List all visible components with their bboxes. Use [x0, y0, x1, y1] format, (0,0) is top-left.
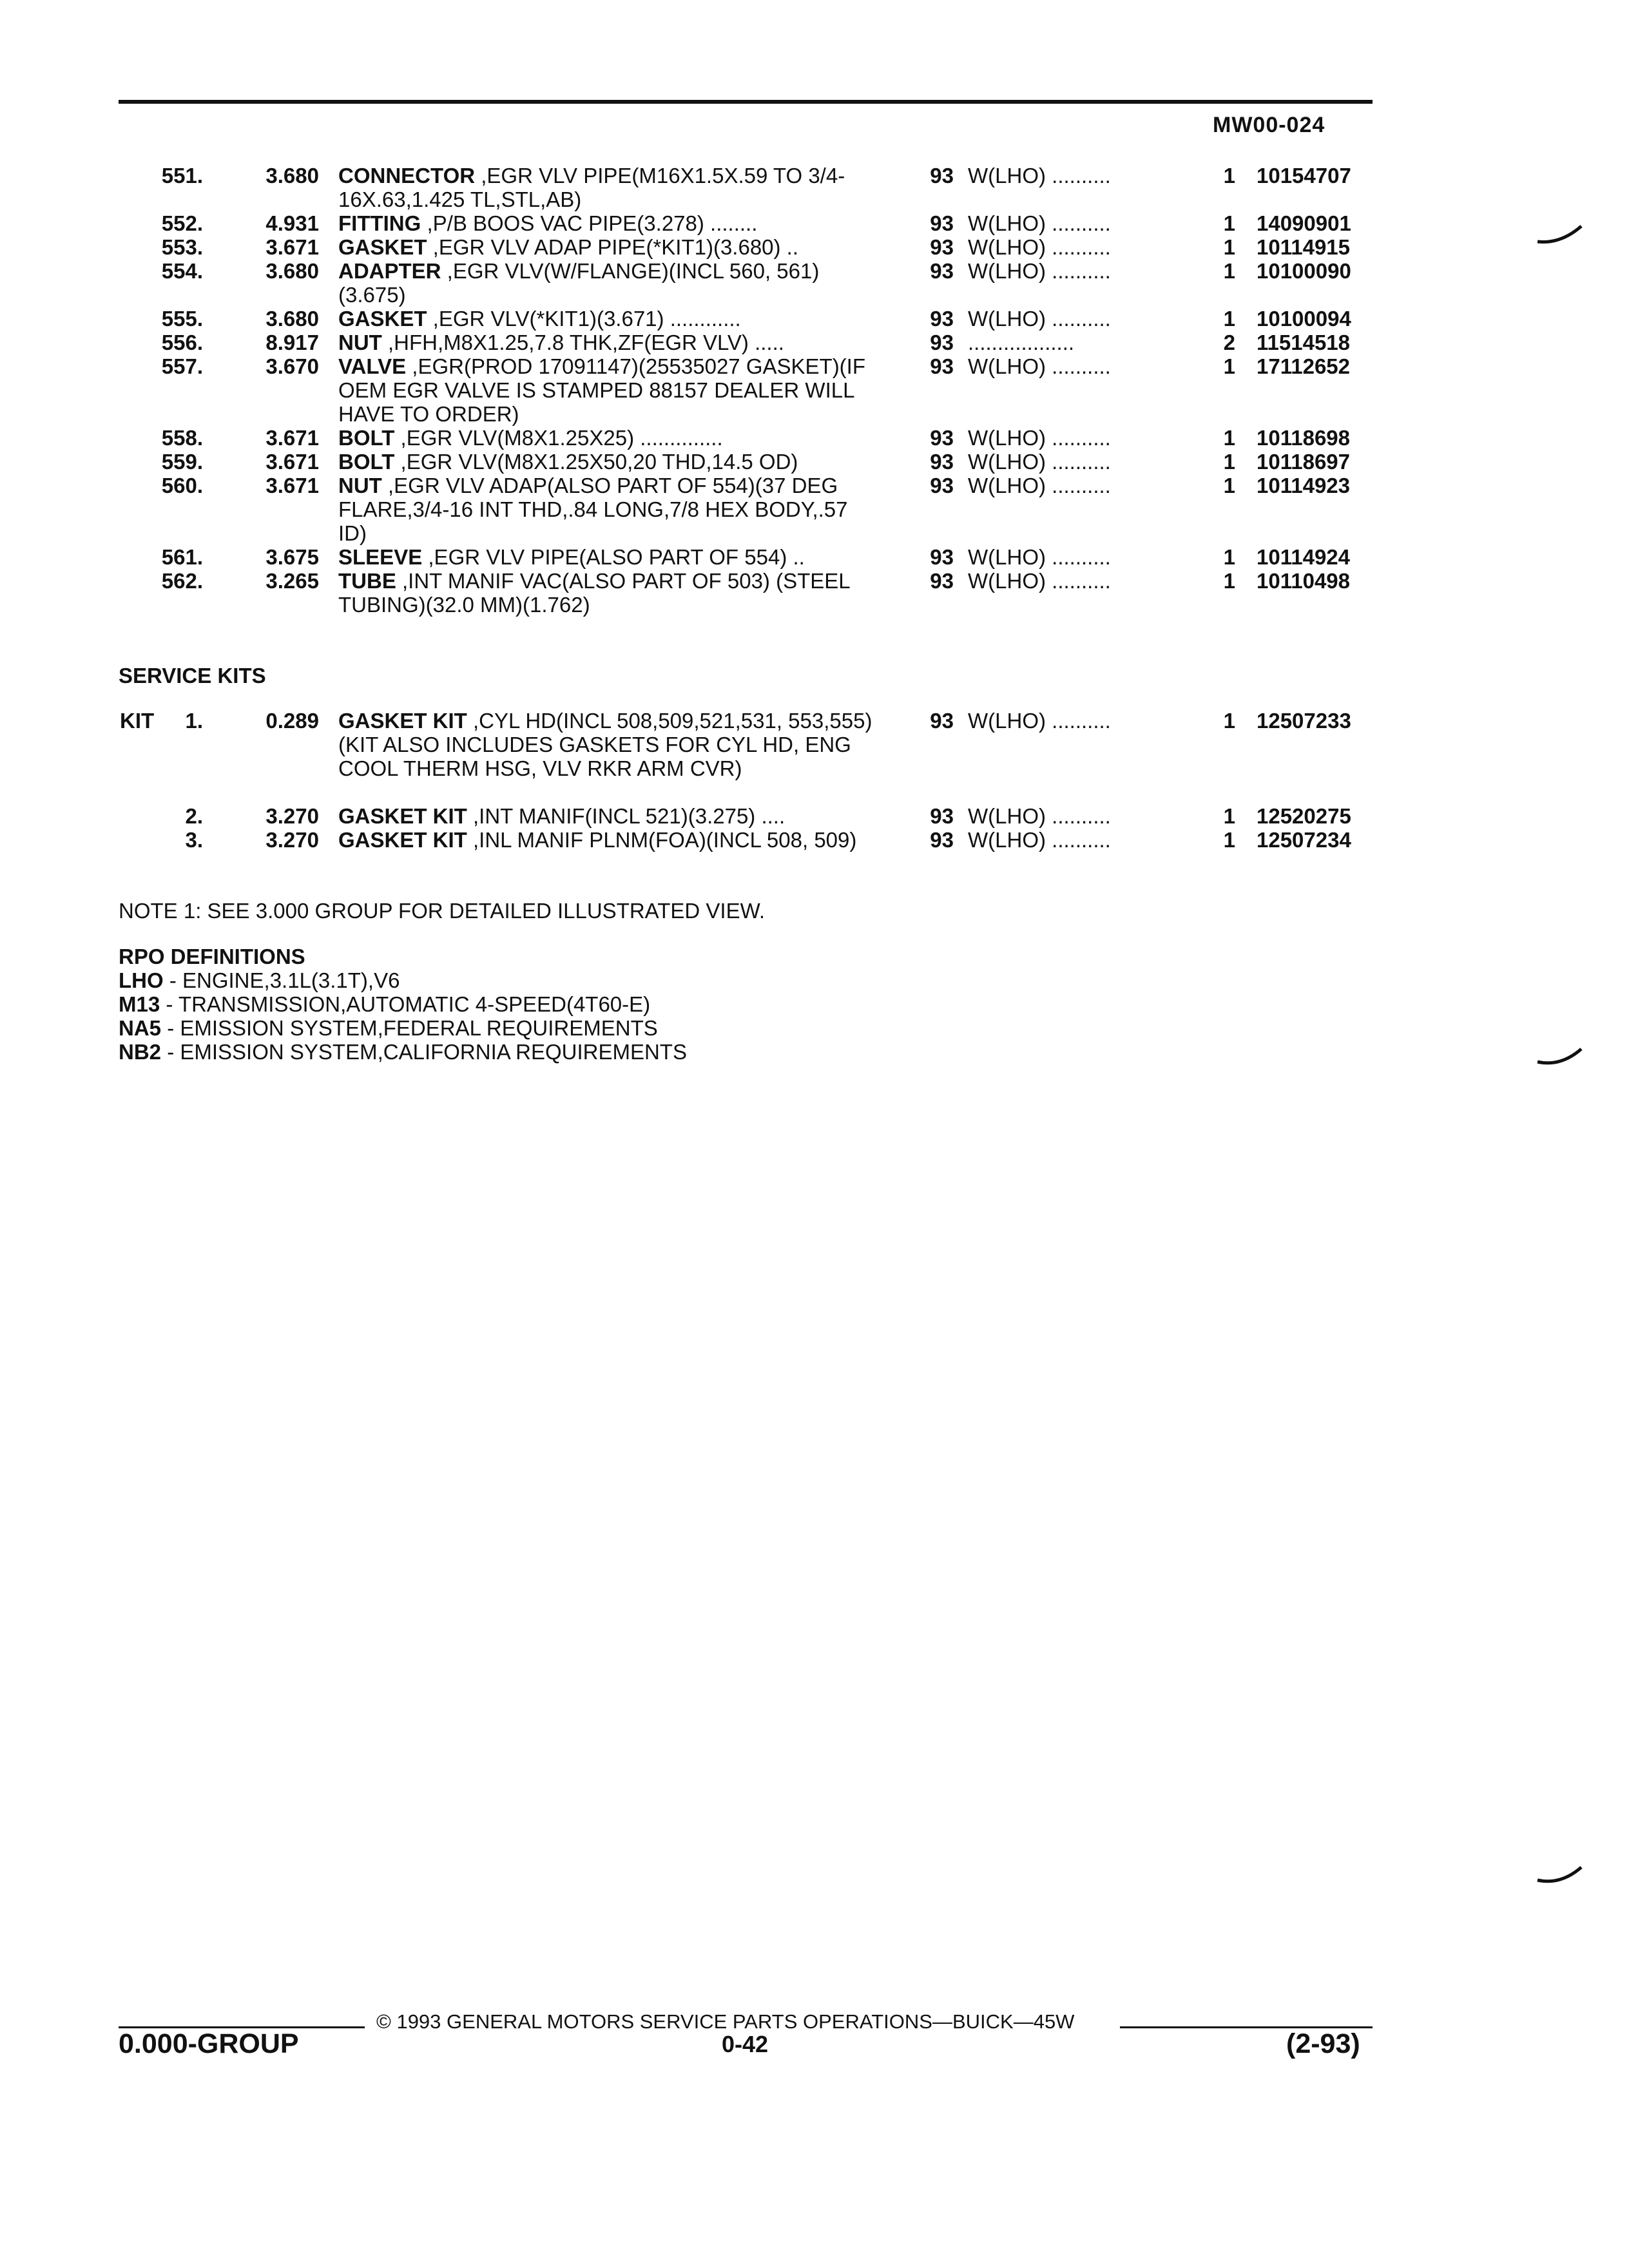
illustration-note: NOTE 1: SEE 3.000 GROUP FOR DETAILED ILLUSTRATED VIEW. — [119, 899, 766, 923]
usage: W(LHO) .......... — [968, 426, 1111, 450]
quantity: 1 — [1223, 569, 1235, 593]
part-spec: ,EGR VLV(W/FLANGE)(INCL 560, 561)(3.675) — [338, 259, 820, 307]
model-year: 93 — [930, 259, 954, 283]
kit-row — [0, 709, 1629, 804]
part-name: FITTING — [338, 211, 421, 235]
group-number: 3.680 — [265, 259, 319, 283]
quantity: 1 — [1223, 426, 1235, 450]
part-description — [338, 235, 880, 259]
part-spec: ,EGR VLV PIPE(ALSO PART OF 554) .. — [422, 545, 805, 569]
binder-hole-mark — [1535, 1862, 1584, 1888]
group-number: 3.680 — [265, 307, 319, 331]
quantity: 1 — [1223, 235, 1235, 259]
usage: W(LHO) .......... — [968, 235, 1111, 259]
part-description — [338, 354, 880, 426]
group-number: 0.289 — [265, 709, 319, 733]
page-number: 0-42 — [722, 2031, 769, 2057]
part-name: CONNECTOR — [338, 164, 476, 187]
part-spec: ,INT MANIF VAC(ALSO PART OF 503) (STEEL TUBING)(32.0 MM)(1.762) — [338, 569, 850, 617]
part-row — [0, 545, 1629, 569]
part-number: 10110498 — [1257, 569, 1351, 593]
model-year: 93 — [930, 235, 954, 259]
ref-number: 553. — [161, 235, 203, 259]
ref-number: 560. — [161, 474, 203, 497]
group-number: 3.671 — [265, 450, 319, 474]
service-kits-heading: SERVICE KITS — [119, 664, 266, 687]
part-number: 10154707 — [1257, 164, 1351, 187]
group-number: 3.675 — [265, 545, 319, 569]
quantity: 1 — [1223, 211, 1235, 235]
group-number: 3.671 — [265, 474, 319, 497]
quantity: 1 — [1223, 354, 1235, 378]
quantity: 1 — [1223, 450, 1235, 474]
binder-hole-mark — [1535, 222, 1584, 248]
rpo-text: - EMISSION SYSTEM,FEDERAL REQUIREMENTS — [161, 1016, 658, 1040]
part-description — [338, 164, 880, 211]
part-number: 10114923 — [1257, 474, 1351, 497]
usage: W(LHO) .......... — [968, 164, 1111, 187]
usage: W(LHO) .......... — [968, 307, 1111, 331]
part-number: 12507234 — [1257, 828, 1351, 852]
group-number: 3.671 — [265, 235, 319, 259]
part-name: NUT — [338, 474, 382, 497]
model-year: 93 — [930, 474, 954, 497]
model-year: 93 — [930, 307, 954, 331]
part-name: VALVE — [338, 354, 407, 378]
ref-number: 556. — [161, 331, 203, 354]
service-kit-list — [0, 709, 1629, 876]
part-description — [338, 211, 880, 235]
ref-number: 554. — [161, 259, 203, 283]
binder-hole-mark — [1535, 1044, 1584, 1070]
part-description — [338, 307, 880, 331]
part-name: GASKET — [338, 235, 427, 259]
kit-description — [338, 828, 880, 852]
ref-number: 562. — [161, 569, 203, 593]
quantity: 1 — [1223, 259, 1235, 283]
rpo-text: - TRANSMISSION,AUTOMATIC 4-SPEED(4T60-E) — [160, 992, 651, 1016]
part-description — [338, 259, 880, 307]
part-row — [0, 307, 1629, 331]
usage: W(LHO) .......... — [968, 211, 1111, 235]
quantity: 1 — [1223, 709, 1235, 733]
part-description — [338, 331, 880, 354]
part-spec: ,P/B BOOS VAC PIPE(3.278) ........ — [421, 211, 758, 235]
rpo-code: M13 — [119, 992, 160, 1016]
kit-prefix: KIT — [120, 709, 155, 733]
part-row — [0, 164, 1629, 211]
usage: W(LHO) .......... — [968, 804, 1111, 828]
part-row — [0, 569, 1629, 617]
rpo-text: - ENGINE,3.1L(3.1T),V6 — [163, 968, 400, 992]
part-number: 10114915 — [1257, 235, 1351, 259]
kit-spec: ,INT MANIF(INCL 521)(3.275) .... — [467, 804, 786, 828]
group-number: 3.270 — [265, 804, 319, 828]
model-year: 93 — [930, 331, 954, 354]
group-number: 3.270 — [265, 828, 319, 852]
quantity: 1 — [1223, 474, 1235, 497]
part-spec: ,EGR(PROD 17091147)(25535027 GASKET)(IF OEM EGR VALVE IS STAMPED 88157 DEALER WILL HAVE TO ORDER) — [338, 354, 865, 426]
model-year: 93 — [930, 211, 954, 235]
part-number: 14090901 — [1257, 211, 1351, 235]
rpo-text: - EMISSION SYSTEM,CALIFORNIA REQUIREMENTS — [161, 1040, 687, 1064]
group-label: 0.000-GROUP — [119, 2028, 299, 2059]
ref-number: 1. — [185, 709, 203, 733]
rpo-heading: RPO DEFINITIONS — [119, 945, 305, 968]
model-year: 93 — [930, 426, 954, 450]
part-spec: ,EGR VLV ADAP(ALSO PART OF 554)(37 DEG FLARE,3/4-16 INT THD,.84 LONG,7/8 HEX BODY,.57 ID) — [338, 474, 848, 545]
usage: W(LHO) .......... — [968, 545, 1111, 569]
rpo-code: LHO — [119, 968, 164, 992]
ref-number: 558. — [161, 426, 203, 450]
model-year: 93 — [930, 709, 954, 733]
model-year: 93 — [930, 804, 954, 828]
usage: W(LHO) .......... — [968, 569, 1111, 593]
kit-name: GASKET KIT — [338, 804, 467, 828]
part-spec: ,EGR VLV PIPE(M16X1.5X.59 TO 3/4-16X.63,1.425 TL,STL,AB) — [338, 164, 845, 211]
part-number: 12520275 — [1257, 804, 1351, 828]
part-number: 12507233 — [1257, 709, 1351, 733]
usage: W(LHO) .......... — [968, 450, 1111, 474]
ref-number: 552. — [161, 211, 203, 235]
part-name: BOLT — [338, 450, 395, 474]
group-number: 4.931 — [265, 211, 319, 235]
kit-row — [0, 804, 1629, 828]
model-year: 93 — [930, 569, 954, 593]
part-spec: ,EGR VLV(M8X1.25X25) .............. — [394, 426, 723, 450]
part-number: 10100094 — [1257, 307, 1351, 331]
group-number: 3.671 — [265, 426, 319, 450]
part-number: 10100090 — [1257, 259, 1351, 283]
part-number: 17112652 — [1257, 354, 1351, 378]
parts-list — [0, 164, 1629, 617]
model-year: 93 — [930, 164, 954, 187]
copyright-line: © 1993 GENERAL MOTORS SERVICE PARTS OPERATIONS—BUICK—45W — [376, 2010, 1075, 2033]
part-spec: ,HFH,M8X1.25,7.8 THK,ZF(EGR VLV) ..... — [381, 331, 784, 354]
quantity: 1 — [1223, 164, 1235, 187]
usage: W(LHO) .......... — [968, 828, 1111, 852]
kit-name: GASKET KIT — [338, 828, 467, 852]
ref-number: 2. — [185, 804, 203, 828]
part-row — [0, 259, 1629, 307]
part-row — [0, 450, 1629, 474]
group-number: 3.670 — [265, 354, 319, 378]
quantity: 1 — [1223, 828, 1235, 852]
part-description — [338, 569, 880, 617]
kit-spec: ,CYL HD(INCL 508,509,521,531, 553,555)(KIT ALSO INCLUDES GASKETS FOR CYL HD, ENG COOL THERM HSG, VLV RKR ARM CVR) — [338, 709, 872, 780]
group-number: 3.680 — [265, 164, 319, 187]
group-number: 3.265 — [265, 569, 319, 593]
rpo-item — [119, 1016, 687, 1040]
usage: W(LHO) .......... — [968, 354, 1111, 378]
quantity: 1 — [1223, 307, 1235, 331]
ref-number: 551. — [161, 164, 203, 187]
part-spec: ,EGR VLV(M8X1.25X50,20 THD,14.5 OD) — [394, 450, 798, 474]
model-year: 93 — [930, 450, 954, 474]
part-row — [0, 331, 1629, 354]
part-name: NUT — [338, 331, 382, 354]
quantity: 1 — [1223, 804, 1235, 828]
part-number: 10114924 — [1257, 545, 1351, 569]
rpo-item — [119, 968, 687, 992]
model-year: 93 — [930, 354, 954, 378]
part-row — [0, 235, 1629, 259]
ref-number: 557. — [161, 354, 203, 378]
ref-number: 555. — [161, 307, 203, 331]
rpo-definitions — [119, 968, 687, 1064]
part-description — [338, 450, 880, 474]
part-number: 10118698 — [1257, 426, 1351, 450]
part-name: SLEEVE — [338, 545, 423, 569]
group-number: 8.917 — [265, 331, 319, 354]
kit-name: GASKET KIT — [338, 709, 467, 733]
kit-row — [0, 828, 1629, 876]
usage: W(LHO) .......... — [968, 709, 1111, 733]
part-spec: ,EGR VLV ADAP PIPE(*KIT1)(3.680) .. — [427, 235, 799, 259]
part-row — [0, 211, 1629, 235]
usage: .................. — [968, 331, 1075, 354]
ref-number: 559. — [161, 450, 203, 474]
part-description — [338, 545, 880, 569]
part-description — [338, 426, 880, 450]
part-name: ADAPTER — [338, 259, 441, 283]
kit-description — [338, 709, 880, 780]
part-number: 11514518 — [1257, 331, 1351, 354]
kit-spec: ,INL MANIF PLNM(FOA)(INCL 508, 509) — [467, 828, 857, 852]
top-rule — [119, 100, 1373, 104]
rpo-code: NA5 — [119, 1016, 162, 1040]
part-name: BOLT — [338, 426, 395, 450]
part-spec: ,EGR VLV(*KIT1)(3.671) ............ — [427, 307, 741, 331]
usage: W(LHO) .......... — [968, 474, 1111, 497]
usage: W(LHO) .......... — [968, 259, 1111, 283]
model-year: 93 — [930, 545, 954, 569]
part-row — [0, 474, 1629, 545]
rpo-item — [119, 992, 687, 1016]
part-number: 10118697 — [1257, 450, 1351, 474]
quantity: 2 — [1223, 331, 1235, 354]
ref-number: 561. — [161, 545, 203, 569]
part-row — [0, 426, 1629, 450]
part-description — [338, 474, 880, 545]
rpo-item — [119, 1040, 687, 1064]
part-name: GASKET — [338, 307, 427, 331]
document-id: MW00-024 — [1213, 113, 1325, 137]
rpo-code: NB2 — [119, 1040, 162, 1064]
quantity: 1 — [1223, 545, 1235, 569]
model-year: 93 — [930, 828, 954, 852]
part-name: TUBE — [338, 569, 396, 593]
part-row — [0, 354, 1629, 426]
kit-description — [338, 804, 880, 828]
ref-number: 3. — [185, 828, 203, 852]
issue-date: (2-93) — [1286, 2028, 1360, 2059]
